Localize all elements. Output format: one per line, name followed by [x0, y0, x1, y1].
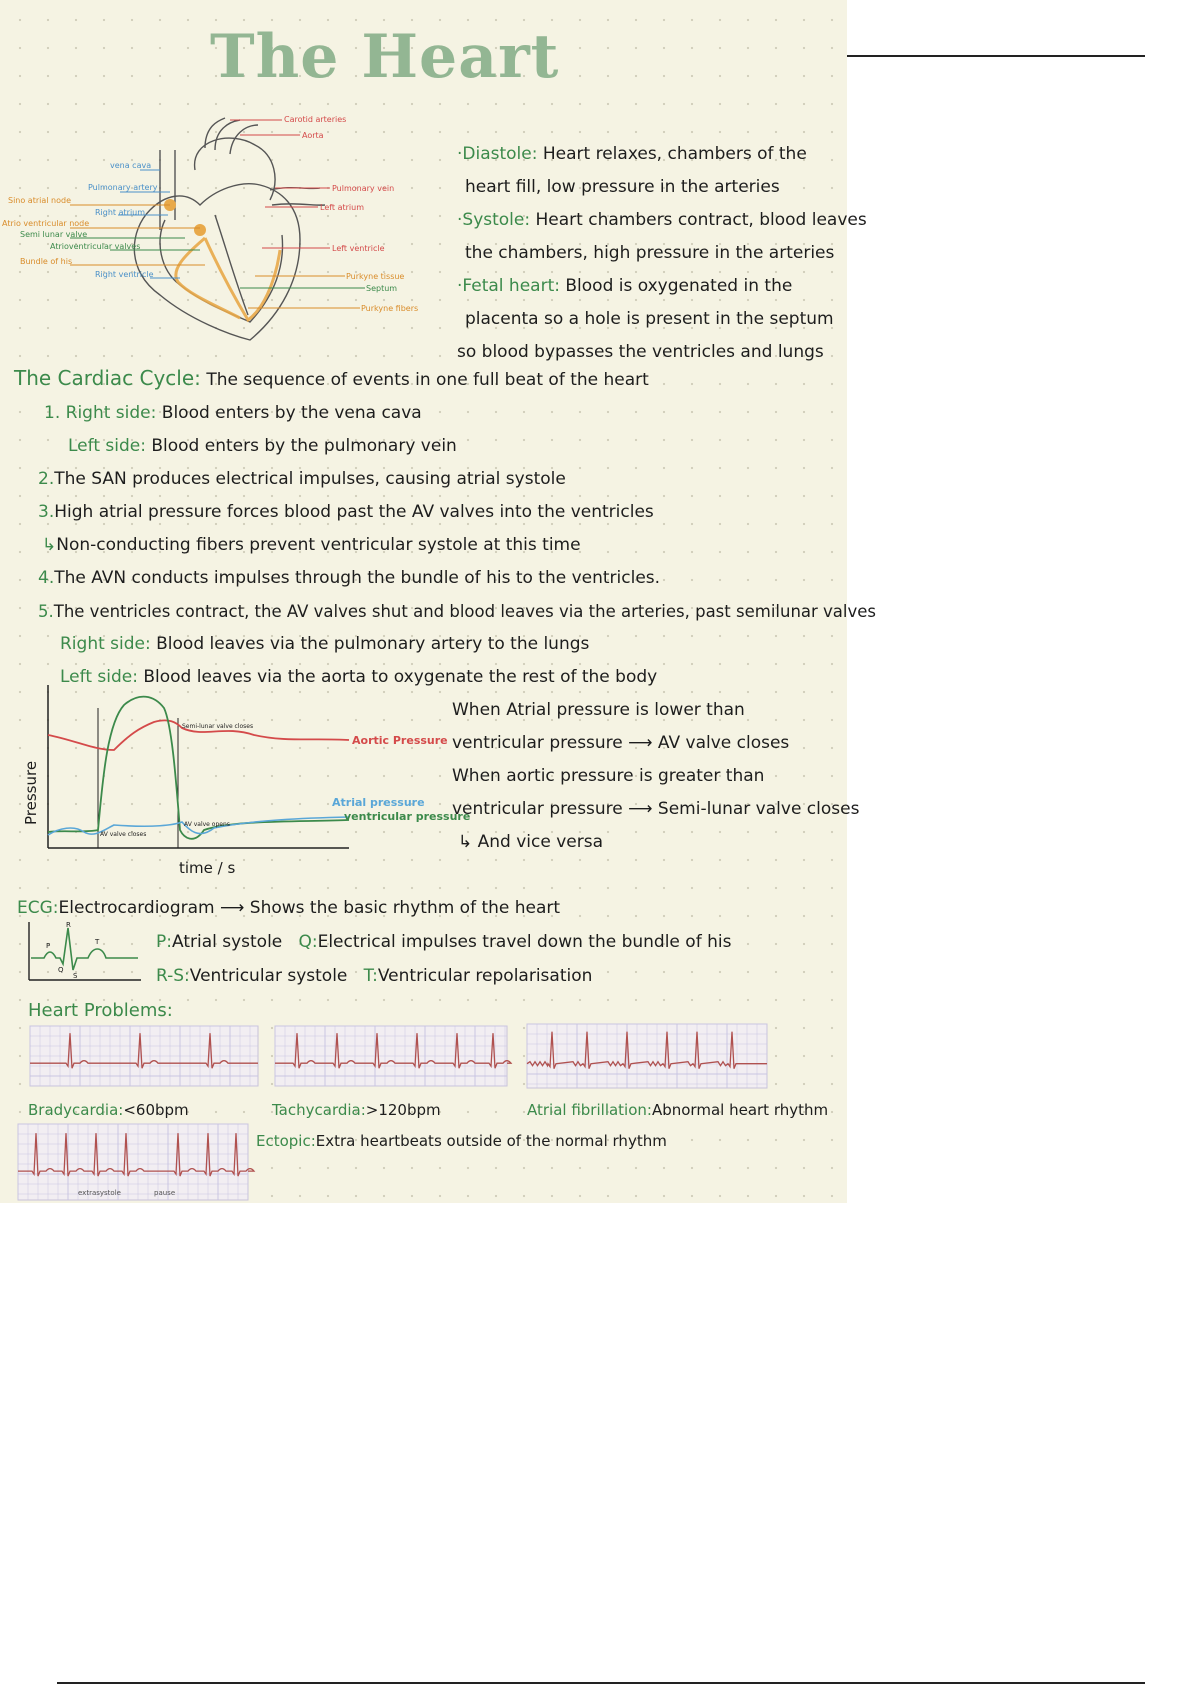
label-right-atrium: Right atrium	[95, 208, 146, 217]
wave-label-t: T	[95, 938, 100, 946]
step-5-left: Left side: Blood leaves via the aorta to oxygenate the rest of the body	[60, 667, 658, 687]
ventricular-pressure-line	[48, 697, 349, 839]
term-diastole: Diastole:	[462, 144, 538, 164]
label-bradycardia: Bradycardia:<60bpm	[28, 1101, 189, 1119]
step-3b: ↳Non-conducting fibers prevent ventricular systole at this time	[42, 535, 581, 555]
ecg-label: ECG:	[17, 898, 59, 918]
step-5-right: Right side: Blood leaves via the pulmonary artery to the lungs	[60, 634, 590, 654]
heart-diagram	[0, 110, 440, 350]
strip-tachycardia	[275, 1026, 507, 1086]
step-1: 1. Right side: Blood enters by the vena cava	[44, 403, 422, 423]
step-1b: Left side: Blood enters by the pulmonary vein	[68, 436, 457, 456]
label-tachycardia: Tachycardia:>120bpm	[272, 1101, 441, 1119]
step-2: 2.The SAN produces electrical impulses, causing atrial systole	[38, 469, 566, 489]
label-pulmonary-vein: Pulmonary vein	[332, 184, 395, 193]
label-purkyne-fibers: Purkyne fibers	[361, 304, 419, 313]
step-4: 4.The AVN conducts impulses through the bundle of his to the ventricles.	[38, 568, 661, 588]
term-systole: Systole:	[462, 210, 531, 230]
label-left-ventricle: Left ventricle	[332, 244, 385, 253]
term-fetal-heart: Fetal heart:	[462, 276, 560, 296]
ecg-wave	[26, 920, 146, 984]
bottom-rule	[57, 1682, 1145, 1684]
cardiac-cycle-heading: The Cardiac Cycle:	[14, 366, 201, 390]
label-vena-cava: vena cava	[110, 161, 152, 170]
ectopic-label-extrasystole: extrasystole	[78, 1189, 121, 1197]
graph-ylabel: Pressure	[22, 760, 40, 825]
cardiac-cycle-heading-line: The Cardiac Cycle: The sequence of events in one full beat of the heart	[14, 366, 649, 390]
ecg-items-2: R-S:Ventricular systole T:Ventricular repolarisation	[156, 966, 593, 986]
pressure-graph	[14, 680, 471, 880]
label-left-atrium: Left atrium	[320, 203, 365, 212]
label-right-ventricle: Right ventricle	[95, 270, 154, 279]
strip-bradycardia	[30, 1026, 258, 1086]
strip-atrial-fibrillation	[527, 1024, 767, 1088]
legend-ventricular: ventricular pressure	[344, 810, 471, 823]
ecg-items-1: P:Atrial systole Q:Electrical impulses travel down the bundle of his	[156, 932, 732, 952]
label-carotid-arteries: Carotid arteries	[284, 115, 347, 124]
top-rule	[847, 55, 1145, 57]
pressure-notes: When Atrial pressure is lower than ventricular pressure ⟶ AV valve closes When aortic pressure is greater than ventricular pressure ⟶ Semi-lunar valve closes ↳ And vice versa	[452, 700, 860, 852]
cardiac-cycle	[14, 362, 876, 694]
annotation-av-close: AV valve closes	[100, 831, 147, 838]
ectopic-label-pause: pause	[154, 1189, 176, 1197]
ecg-line: ECG:Electrocardiogram ⟶ Shows the basic rhythm of the heart	[17, 898, 561, 918]
wave-label-p: P	[46, 942, 51, 950]
heart-problems-heading: Heart Problems:	[28, 1000, 173, 1021]
label-atrio-ventricular-node: Atrio ventricular node	[2, 219, 90, 228]
strip-ectopic	[18, 1124, 248, 1200]
step-5: 5.The ventricles contract, the AV valves shut and blood leaves via the arteries, past semilunar valves	[38, 602, 877, 621]
label-pulmonary-artery: Pulmonary artery	[88, 183, 158, 192]
label-atrioventricular-valves: Atrioventricular valves	[50, 242, 141, 251]
annotation-av-open: AV valve opens	[184, 821, 230, 828]
label-semi-lunar-valve: Semi lunar valve	[20, 230, 88, 239]
label-aorta: Aorta	[302, 131, 324, 140]
wave-label-s: S	[73, 972, 78, 980]
label-sino-atrial-node: Sino atrial node	[8, 196, 71, 205]
label-atrial-fibrillation: Atrial fibrillation:Abnormal heart rhythm	[527, 1101, 829, 1119]
page-title: The Heart	[210, 22, 560, 92]
definition-diastole: ·Diastole: Heart relaxes, chambers of the heart fill, low pressure in the arteries ·Systole: Heart chambers contract, blood leaves the chambers, high pressure in the arteries ·Fetal heart: Blood is oxygenated in the placenta so a hole is present in the septum so blood bypasses the ventricles and lungs	[457, 144, 867, 362]
step-3: 3.High atrial pressure forces blood past the AV valves into the ventricles	[38, 502, 654, 522]
legend-aortic: Aortic Pressure	[352, 734, 448, 747]
label-purkyne-tissue: Purkyne tissue	[346, 272, 405, 281]
annotation-sl-close: Semi-lunar valve closes	[182, 723, 254, 730]
label-ectopic: Ectopic:Extra heartbeats outside of the normal rhythm	[256, 1132, 667, 1150]
label-bundle-of-his: Bundle of his	[20, 257, 73, 266]
wave-label-q: Q	[58, 966, 64, 974]
label-septum: Septum	[366, 284, 398, 293]
graph-xlabel: time / s	[179, 859, 236, 877]
wave-label-r: R	[66, 921, 71, 929]
legend-atrial: Atrial pressure	[332, 796, 425, 809]
